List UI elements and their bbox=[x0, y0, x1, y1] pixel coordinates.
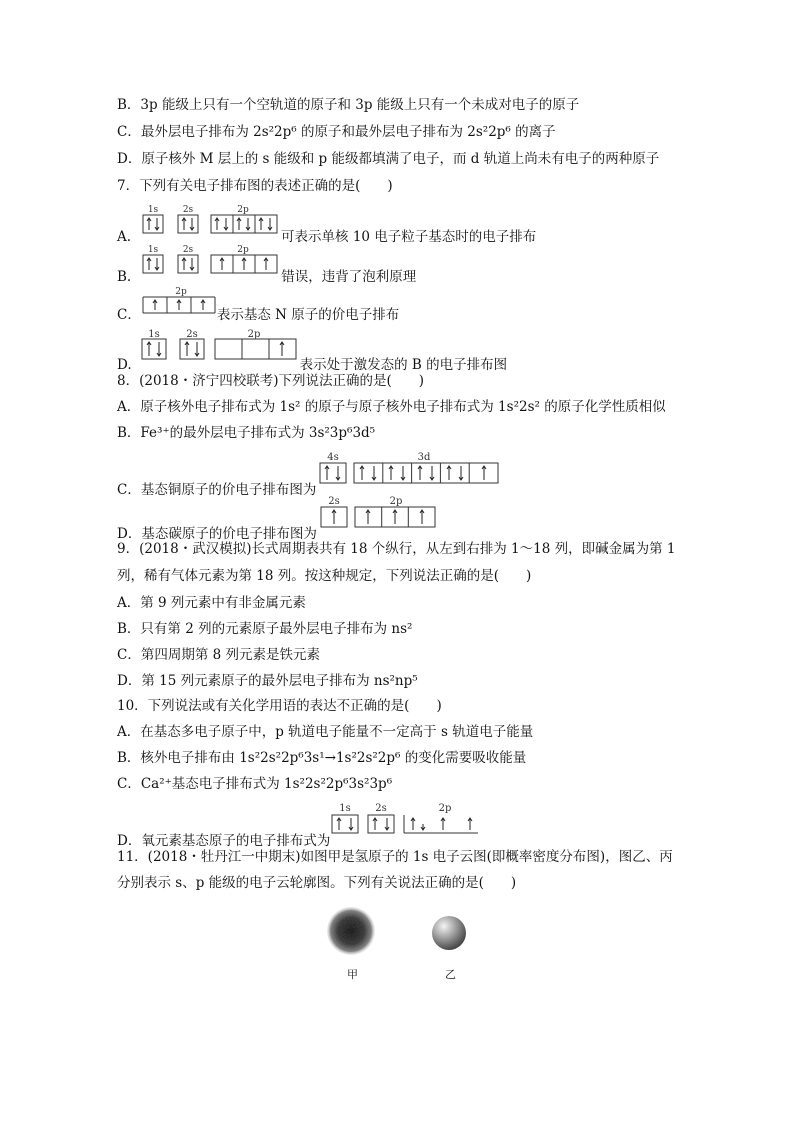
box-1s bbox=[332, 815, 358, 833]
q10-option-a: A．在基态多电子原子中，p 轨道电子能量不一定高于 s 轨道电子能量 bbox=[117, 724, 534, 740]
q9-option-b: B．只有第 2 列的元素原子最外层电子排布为 ns² bbox=[117, 621, 413, 637]
label-4s: 4s bbox=[327, 452, 340, 463]
option-letter: C． bbox=[117, 307, 141, 323]
box-3d bbox=[354, 463, 498, 483]
box-2s bbox=[368, 815, 394, 833]
option-text: 错误，违背了泡利原理 bbox=[281, 269, 417, 285]
q11-stem-line2: 分别表示 s、p 能级的电子云轮廓图。下列有关说法正确的是( ) bbox=[117, 875, 517, 891]
option-letter: B. bbox=[117, 269, 132, 285]
label-1s: 1s bbox=[147, 205, 159, 215]
orbital-diagram bbox=[317, 494, 437, 530]
label-1s: 1s bbox=[147, 329, 160, 340]
box-1s bbox=[142, 339, 166, 359]
option-text: D．氧元素基态原子的电子排布式为 bbox=[117, 833, 331, 849]
q10-stem: 10．下列说法或有关化学用语的表达不正确的是( ) bbox=[117, 698, 442, 714]
label-2s: 2s bbox=[182, 205, 194, 215]
orbital-diagram bbox=[330, 801, 480, 837]
q7-stem: 7．下列有关电子排布图的表述正确的是( ) bbox=[117, 178, 393, 194]
box-2p bbox=[355, 507, 435, 527]
label-2s: 2s bbox=[375, 803, 388, 814]
box-1s bbox=[143, 215, 163, 233]
q9-stem-line2: 列，稀有气体元素为第 18 列。按这种规定，下列说法正确的是( ) bbox=[117, 568, 532, 584]
q9-option-a: A．第 9 列元素中有非金属元素 bbox=[117, 595, 306, 611]
label-2p: 2p bbox=[237, 205, 249, 215]
s-orbital-sphere-figure-yi bbox=[428, 912, 470, 954]
box-2s bbox=[180, 339, 204, 359]
box-1s bbox=[143, 255, 163, 273]
q7-option-d bbox=[117, 327, 508, 373]
q10-option-c: C．Ca²⁺基态电子排布式为 1s²2s²2p⁶3s²3p⁶ bbox=[117, 776, 393, 792]
label-1s: 1s bbox=[148, 245, 159, 255]
label-2s: 2s bbox=[328, 496, 340, 507]
label-2p: 2p bbox=[175, 287, 187, 297]
option-text: C．基态铜原子的价电子排布图为 bbox=[117, 482, 317, 498]
q9-option-d: D．第 15 列元素原子的最外层电子排布为 ns²np⁵ bbox=[117, 673, 418, 689]
label-2s: 2s bbox=[185, 329, 198, 340]
label-2p: 2p bbox=[438, 803, 452, 814]
box-2p bbox=[211, 255, 277, 273]
box-2p bbox=[143, 297, 215, 313]
q11-stem-line1: 11．(2018・牡丹江一中期末)如图甲是氢原子的 1s 电子云图(即概率密度分布图)，图乙、丙 bbox=[117, 849, 673, 865]
q10-option-b: B．核外电子排布由 1s²2s²2p⁶3s¹→1s²2s²2p⁶ 的变化需要吸收能量 bbox=[117, 750, 527, 766]
q10-option-d bbox=[117, 801, 480, 849]
orbital-diagram bbox=[316, 450, 502, 486]
q6-option-c: C．最外层电子排布为 2s²2p⁶ 的原子和最外层电子排布为 2s²2p⁶ 的离子 bbox=[117, 124, 556, 140]
q6-option-d: D．原子核外 M 层上的 s 能级和 p 能级都填满了电子，而 d 轨道上尚未有电子的两种原子 bbox=[117, 151, 660, 167]
q6-option-b: B．3p 能级上只有一个空轨道的原子和 3p 能级上只有一个未成对电子的原子 bbox=[117, 97, 580, 113]
label-2p: 2p bbox=[389, 496, 403, 507]
label-3d: 3d bbox=[417, 452, 431, 463]
q8-option-d bbox=[117, 494, 437, 542]
option-text: 表示处于激发态的 B 的电子排布图 bbox=[299, 357, 508, 373]
orbital-diagram bbox=[141, 285, 217, 315]
q8-option-a: A．原子核外电子排布式为 1s² 的原子与原子核外电子排布式为 1s²2s² 的原子化学性质相似 bbox=[117, 399, 666, 415]
label-2s: 2s bbox=[183, 245, 194, 255]
option-text: D．基态碳原子的价电子排布图为 bbox=[117, 526, 317, 542]
box-2p bbox=[215, 339, 296, 359]
q7-option-a bbox=[117, 203, 537, 245]
label-2p: 2p bbox=[237, 245, 249, 255]
option-text: 可表示单核 10 电子粒子基态时的电子排布 bbox=[281, 229, 537, 245]
figure-caption-yi: 乙 bbox=[445, 968, 456, 981]
box-4s bbox=[320, 463, 346, 483]
label-1s: 1s bbox=[339, 803, 352, 814]
q9-stem-line1: 9．(2018・武汉模拟)长式周期表共有 18 个纵行，从左到右排为 1～18 列，即碱金属为第 1 bbox=[117, 541, 676, 557]
orbital-diagram bbox=[132, 327, 300, 361]
option-text: 表示基态 N 原子的价电子排布 bbox=[216, 307, 400, 323]
option-letter: A. bbox=[117, 229, 132, 245]
box-2p bbox=[211, 215, 277, 233]
option-letter: D. bbox=[117, 357, 132, 373]
q9-option-c: C．第四周期第 8 列元素是铁元素 bbox=[117, 647, 321, 663]
figure-caption-jia: 甲 bbox=[347, 968, 358, 981]
q7-option-b bbox=[117, 243, 417, 285]
s-orbital-sphere bbox=[432, 916, 466, 950]
box-2s bbox=[321, 507, 347, 527]
box-2s bbox=[178, 215, 198, 233]
electron-cloud-figure-jia bbox=[326, 900, 376, 962]
q8-stem: 8．(2018・济宁四校联考)下列说法正确的是( ) bbox=[117, 373, 425, 389]
q8-option-c bbox=[117, 450, 502, 498]
orbital-diagram bbox=[131, 243, 281, 275]
orbital-diagram bbox=[131, 203, 281, 235]
box-2p bbox=[404, 815, 478, 833]
box-2s bbox=[178, 255, 198, 273]
q8-option-b: B．Fe³⁺的最外层电子排布式为 3s²3p⁶3d⁵ bbox=[117, 425, 376, 441]
label-2p: 2p bbox=[247, 329, 261, 340]
hydrogen-1s-electron-cloud bbox=[327, 907, 375, 955]
q7-option-c bbox=[117, 285, 400, 323]
